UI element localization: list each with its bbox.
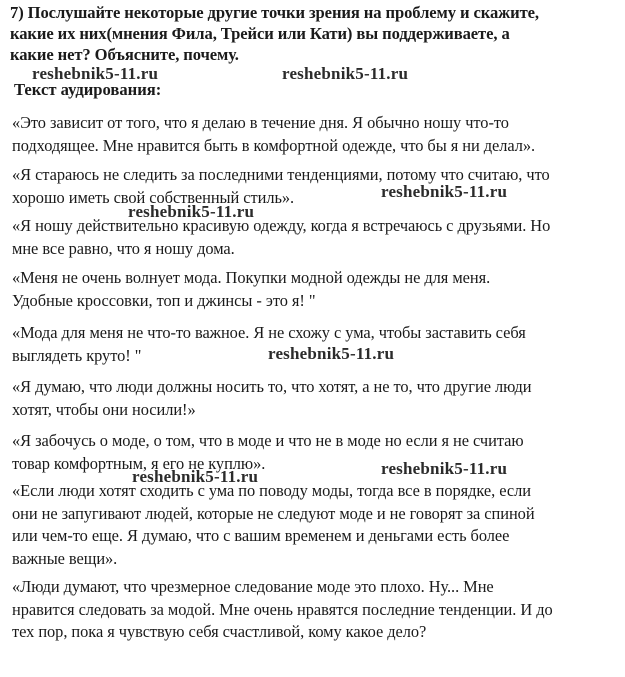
opinion-paragraph-2 — [12, 164, 616, 209]
opinion-paragraph-8 — [12, 480, 616, 570]
paragraph-line: «Я думаю, что люди должны носить то, что хотят, а не то, что другие люди — [12, 377, 532, 396]
paragraph-line: подходящее. Мне нравится быть в комфортной одежде, что бы я ни делал». — [12, 135, 536, 155]
opinion-paragraph-6 — [12, 376, 616, 421]
paragraph-line: мне все равно, что я ношу дома. — [12, 238, 235, 258]
watermark: reshebnik5-11.ru — [381, 459, 508, 478]
task-prompt — [10, 2, 616, 65]
opinion-paragraph-4 — [12, 267, 616, 312]
watermark: reshebnik5-11.ru — [268, 344, 395, 363]
paragraph-line: выглядеть круто! " — [12, 345, 142, 365]
listening-text-heading: Текст аудирования: — [14, 80, 162, 99]
watermark: reshebnik5-11.ru — [282, 64, 409, 83]
watermark: reshebnik5-11.ru — [32, 64, 159, 83]
paragraph-line: Удобные кроссовки, топ и джинсы - это я! " — [12, 290, 316, 310]
watermark: reshebnik5-11.ru — [381, 182, 508, 201]
paragraph-line: «Я стараюсь не следить за последними тенденциями, потому что считаю, что — [12, 165, 550, 184]
paragraph-line: «Меня не очень волнует мода. Покупки модной одежды не для меня. — [12, 268, 491, 287]
paragraph-line: хорошо иметь свой собственный стиль». — [12, 187, 295, 207]
opinion-paragraph-7 — [12, 430, 616, 475]
opinion-paragraph-3 — [12, 215, 616, 260]
paragraph-line: важные вещи». — [12, 548, 118, 568]
paragraph-line: «Мода для меня не что-то важное. Я не схожу с ума, чтобы заставить себя — [12, 323, 526, 342]
paragraph-line: «Люди думают, что чрезмерное следование моде это плохо. Ну... Мне — [12, 577, 494, 596]
paragraph-line: хотят, чтобы они носили!» — [12, 399, 196, 419]
paragraph-line: нравится следовать за модой. Мне очень нравятся последние тенденции. И до — [12, 599, 553, 619]
paragraph-line: «Я забочусь о моде, о том, что в моде и что не в моде но если я не считаю — [12, 431, 524, 450]
paragraph-line: «Я ношу действительно красивую одежду, когда я встречаюсь с друзьями. Но — [12, 216, 551, 235]
paragraph-line: они не запугивают людей, которые не следуют моде и не говорят за спиной — [12, 503, 535, 523]
paragraph-line: товар комфортным, я его не куплю». — [12, 453, 266, 473]
task-line-3: какие нет? Объясните, почему. — [10, 45, 239, 64]
paragraph-line: тех пор, пока я чувствую себя счастливой, кому какое дело? — [12, 622, 427, 641]
paragraph-line: «Это зависит от того, что я делаю в течение дня. Я обычно ношу что-то — [12, 113, 509, 132]
opinion-paragraph-1 — [12, 112, 616, 157]
watermark: reshebnik5-11.ru — [132, 467, 259, 486]
task-line-1: 7) Послушайте некоторые другие точки зрения на проблему и скажите, — [10, 3, 539, 22]
opinion-paragraph-9 — [12, 576, 616, 644]
paragraph-line: или чем-то еще. Я думаю, что с вашим временем и деньгами есть более — [12, 526, 510, 545]
paragraph-line: «Если люди хотят сходить с ума по поводу моды, тогда все в порядке, если — [12, 481, 531, 500]
task-line-2: какие их них(мнения Фила, Трейси или Кати) вы поддерживаете, а — [10, 24, 510, 43]
watermark: reshebnik5-11.ru — [128, 202, 255, 221]
